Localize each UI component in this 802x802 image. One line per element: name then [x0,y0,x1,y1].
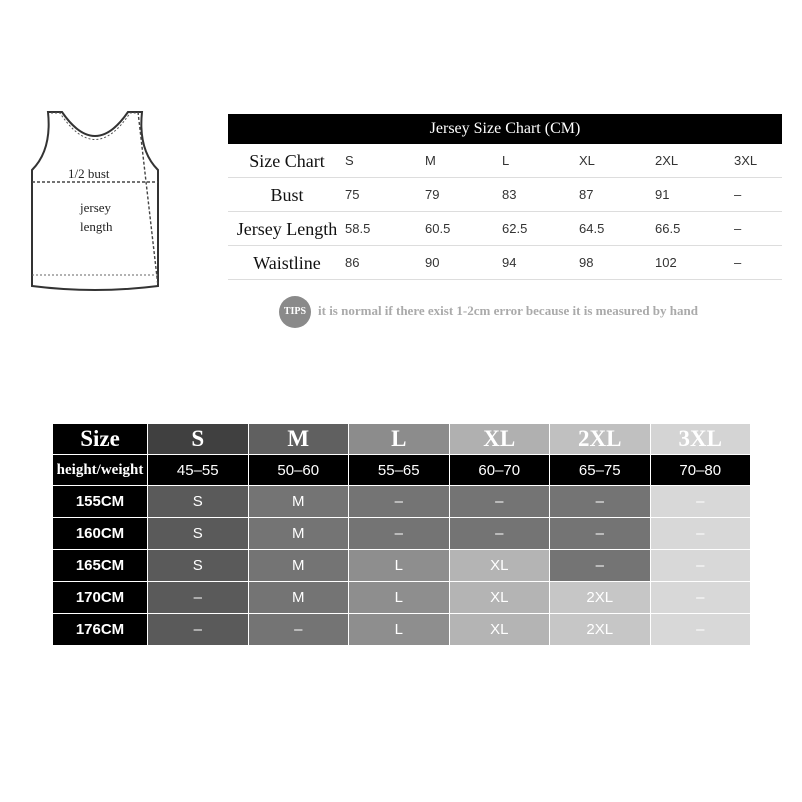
height-label: 165CM [53,550,148,582]
jersey-cell: 64.5 [579,221,605,236]
jersey-cell: 94 [502,255,517,270]
jersey-cell: 79 [425,187,440,202]
tank-top-diagram [20,100,170,295]
size-header-s: S [148,424,249,455]
jersey-cell: 83 [502,187,517,202]
height-row [53,486,751,518]
size-header-2xl: 2XL [550,424,651,455]
size-cell: – [349,486,450,518]
height-row [53,614,751,646]
tank-top-icon [20,100,170,295]
jersey-table-title: Jersey Size Chart (CM) [228,114,782,144]
size-header-m: M [248,424,349,455]
bust-label: 1/2 bust [68,166,110,181]
height-row [53,518,751,550]
size-cell: – [650,550,751,582]
size-cell: M [248,486,349,518]
row-label: Bust [270,185,304,205]
jersey-cell: 98 [579,255,594,270]
size-cell: S [148,518,249,550]
size-cell: – [449,518,550,550]
tips-text: it is normal if there exist 1-2cm error because it is measured by hand [318,303,698,318]
size-cell: M [248,550,349,582]
jersey-cell: 102 [655,255,677,270]
jersey-row-bust [228,178,782,212]
size-col-xl: XL [579,153,595,168]
height-weight-table [52,423,751,646]
jersey-size-table [228,114,782,280]
size-cell: – [650,518,751,550]
size-col-l: L [502,153,510,168]
size-cell: XL [449,550,550,582]
weight-header-row [53,455,751,486]
size-cell: 2XL [550,582,651,614]
jersey-cell: 62.5 [502,221,528,236]
tips-badge: TIPS [279,296,311,328]
jersey-row-waistline [228,246,782,280]
size-col-3xl: 3XL [734,153,758,168]
size-header-xl: XL [449,424,550,455]
size-cell: S [148,486,249,518]
jersey-cell: 75 [345,187,360,202]
jersey-cell: 91 [655,187,670,202]
jersey-cell: 87 [579,187,594,202]
jersey-cell: 86 [345,255,360,270]
size-cell: M [248,582,349,614]
height-label: 170CM [53,582,148,614]
size-header-3xl: 3XL [650,424,751,455]
size-header-row [53,424,751,455]
weight-range: 70–80 [650,455,751,486]
size-cell: M [248,518,349,550]
jersey-cell: 90 [425,255,440,270]
jersey-cell: 58.5 [345,221,371,236]
jersey-cell: 66.5 [655,221,681,236]
height-row [53,550,751,582]
height-label: 176CM [53,614,148,646]
size-col-m: M [425,153,436,168]
size-col-s: S [345,153,354,168]
size-cell: – [650,582,751,614]
size-cell: – [248,614,349,646]
weight-range: 50–60 [248,455,349,486]
size-cell: – [550,518,651,550]
size-col-2xl: 2XL [655,153,679,168]
weight-range: 55–65 [349,455,450,486]
weight-range: 65–75 [550,455,651,486]
size-label: Size [53,424,148,455]
size-cell: – [148,582,249,614]
jersey-size-header-row [228,144,782,178]
height-weight-label: height/weight [53,455,148,486]
size-header-l: L [349,424,450,455]
size-cell: – [148,614,249,646]
weight-range: 45–55 [148,455,249,486]
jersey-row-length [228,212,782,246]
size-cell: – [650,486,751,518]
height-label: 160CM [53,518,148,550]
jersey-cell: – [734,221,742,236]
height-label: 155CM [53,486,148,518]
row-label: Waistline [253,253,321,273]
size-cell: XL [449,614,550,646]
size-chart-label: Size Chart [249,151,325,171]
size-cell: XL [449,582,550,614]
size-cell: S [148,550,249,582]
size-cell: – [550,486,651,518]
size-cell: L [349,550,450,582]
height-row [53,582,751,614]
jersey-cell: – [734,255,742,270]
size-cell: L [349,614,450,646]
length-label-1: jersey [80,200,112,215]
jersey-cell: 60.5 [425,221,451,236]
size-cell: – [349,518,450,550]
row-label: Jersey Length [236,219,338,239]
length-label-2: length [80,219,113,234]
size-cell: L [349,582,450,614]
weight-range: 60–70 [449,455,550,486]
size-cell: – [449,486,550,518]
jersey-cell: – [734,187,742,202]
size-cell: – [550,550,651,582]
size-cell: – [650,614,751,646]
size-cell: 2XL [550,614,651,646]
